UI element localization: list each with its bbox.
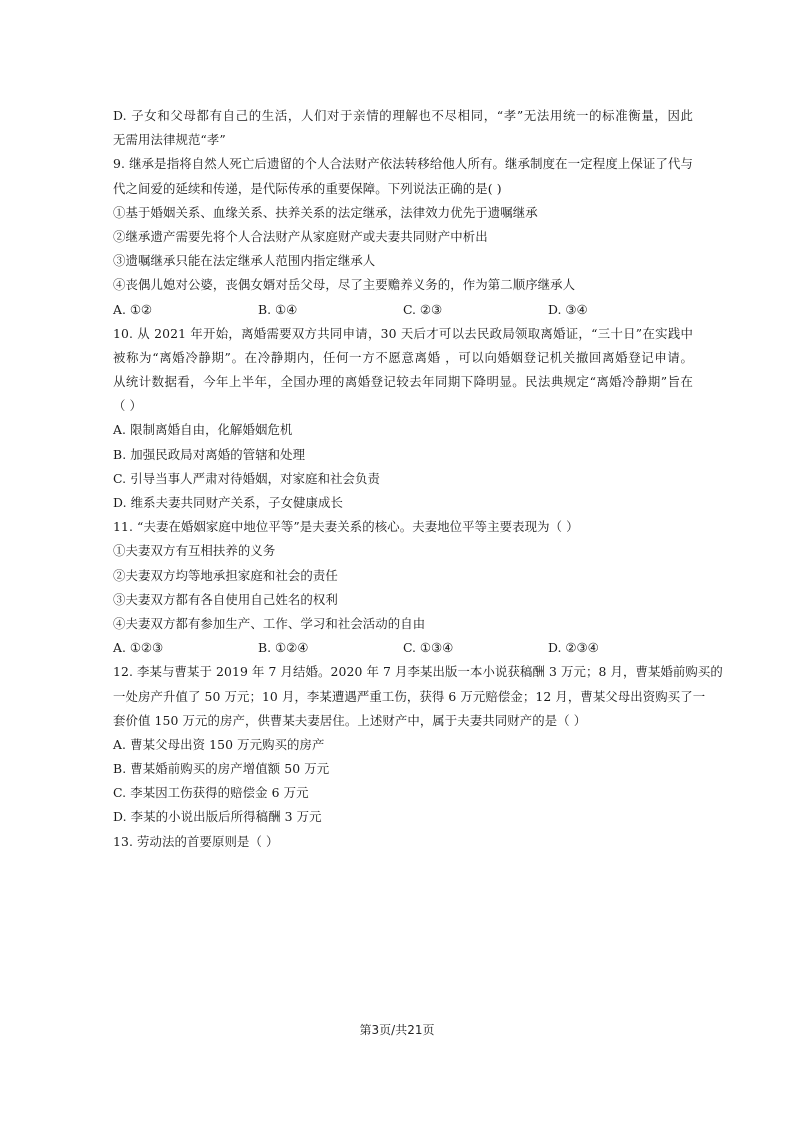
option-text: D. ③④ <box>548 301 588 317</box>
text-line: 从统计数据看，今年上半年，全国办理的离婚登记较去年同期下降明显。民法典规定“离婚冷静期”旨在 <box>113 374 693 390</box>
text-line: ④丧偶儿媳对公婆，丧偶女婿对岳父母，尽了主要赡养义务的，作为第二顺序继承人 <box>113 277 576 293</box>
text-line: 11. “夫妻在婚姻家庭中地位平等”是夫妻关系的核心。夫妻地位平等主要表现为（ ） <box>113 519 579 535</box>
text-line: A. 限制离婚自由，化解婚姻危机 <box>113 422 293 438</box>
text-line: ①基于婚姻关系、血缘关系、扶养关系的法定继承，法律效力优先于遗嘱继承 <box>113 204 538 220</box>
text-line: D. 李某的小说出版后所得稿酬 3 万元 <box>113 809 322 825</box>
text-line: 一处房产升值了 50 万元；10 月，李某遭遇严重工伤，获得 6 万元赔偿金；12 月，曹某父母出资购买了一 <box>113 688 706 704</box>
text-line: ③遗嘱继承只能在法定继承人范围内指定继承人 <box>113 253 376 269</box>
text-line: 12. 李某与曹某于 2019 年 7 月结婚。2020 年 7 月李某出版一本小说获稿酬 3 万元；8 月，曹某婚前购买的 <box>113 664 723 680</box>
text-line: 被称为“离婚冷静期”。在冷静期内，任何一方不愿意离婚 ，可以向婚姻登记机关撤回离婚登记申请。 <box>113 349 693 365</box>
text-line: D. 子女和父母都有自己的生活，人们对于亲情的理解也不尽相同，“孝”无法用统一的标准衡量，因此 <box>113 108 693 123</box>
text-line: ③夫妻双方都有各自使用自己姓名的权利 <box>113 591 338 607</box>
options-row <box>113 298 693 322</box>
option-text: C. ②③ <box>403 301 443 317</box>
text-line: （ ） <box>113 398 143 414</box>
option-text: A. ①②③ <box>113 640 164 656</box>
text-line: ④夫妻双方都有参加生产、工作、学习和社会活动的自由 <box>113 615 426 631</box>
option-text: A. ①② <box>113 301 153 317</box>
text-line: ②继承遗产需要先将个人合法财产从家庭财产或夫妻共同财产中析出 <box>113 228 488 244</box>
option-text: B. ①②④ <box>258 640 309 656</box>
page-footer: 第3页/共21页 <box>359 1023 435 1037</box>
question-content <box>113 104 723 854</box>
text-line: 13. 劳动法的首要原则是（ ） <box>113 833 279 849</box>
option-text: B. ①④ <box>258 301 298 317</box>
text-line: B. 曹某婚前购买的房产增值额 50 万元 <box>113 761 330 777</box>
text-line: 9. 继承是指将自然人死亡后遗留的个人合法财产依法转移给他人所有。继承制度在一定程度上保证了代与 <box>113 156 693 172</box>
option-text: C. ①③④ <box>403 640 454 656</box>
text-line: ①夫妻双方有互相扶养的义务 <box>113 543 276 559</box>
text-line: 无需用法律规范“孝” <box>113 132 226 148</box>
text-line: ②夫妻双方均等地承担家庭和社会的责任 <box>113 567 338 583</box>
options-row <box>113 636 693 660</box>
text-line: A. 曹某父母出资 150 万元购买的房产 <box>113 736 325 752</box>
text-line: C. 李某因工伤获得的赔偿金 6 万元 <box>113 785 309 801</box>
text-line: B. 加强民政局对离婚的管辖和处理 <box>113 446 306 462</box>
text-line: 代之间爱的延续和传递，是代际传承的重要保障。下列说法正确的是( ) <box>113 180 502 196</box>
option-text: D. ②③④ <box>548 640 599 656</box>
text-line: D. 维系夫妻共同财产关系，子女健康成长 <box>113 495 344 510</box>
text-line: 套价值 150 万元的房产，供曹某夫妻居住。上述财产中，属于夫妻共同财产的是（ ） <box>113 712 587 728</box>
text-line: 10. 从 2021 年开始，离婚需要双方共同申请，30 天后才可以去民政局领取离婚证，“三十日”在实践中 <box>113 325 693 341</box>
text-line: C. 引导当事人严肃对待婚姻，对家庭和社会负责 <box>113 470 381 486</box>
